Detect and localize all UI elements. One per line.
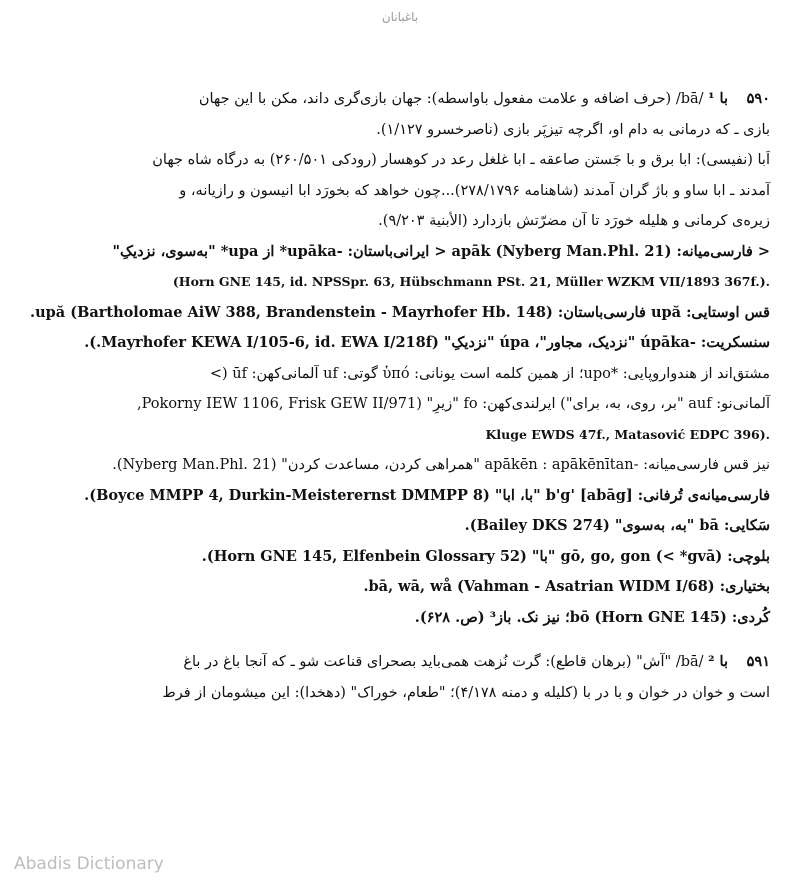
transcription: /bā/: [675, 654, 704, 670]
entry-text-line: (حرف اضافه و علامت مفعول باواسطه): جهان بازی‌گری داند، مکن با این جهان: [198, 91, 672, 107]
etymology-line: سنسکریت: -úpāka "نزدیک، مجاور"، úpa "نزدیکِ" (Mayrhofer KEWA I/105-6, id. EWA I/218f.).: [84, 334, 770, 351]
entry-number: ۵۹۰: [746, 90, 770, 107]
headword: با ¹: [708, 90, 729, 107]
entry-text-line: آمدند ـ ابا ساو و باژ گران آمدند (شاهنامه ۲۷۸/۱۷۹۶)...چون خواهد که بخورَد ابا انیسون و رازیانه، و: [179, 182, 770, 199]
etymology-line: آلمانی‌نو: auf "بر، روی، به، برای") ایرلندی‌کهن: fo "زیرِ" (Pokorny IEW 1106, Frisk GEW II/971,: [137, 396, 770, 412]
entry-text-line: اَبا (نفیسی): ابا برق و با جَستن صاعقه ـ ابا غلغل رعد در کوهسار (رودکی ۲۶۰/۵۰۱) به درگاه شاه جهان: [152, 152, 770, 168]
reference-line: (Horn GNE 145, id. NPSSpr. 63, Hübschmann PSt. 21, Müller WZKM VII/1893 367f.).: [172, 274, 770, 289]
etymology-line: بختیاری: bā, wā, wå (Vahman - Asatrian WIDM I/68).: [363, 578, 770, 595]
entry-number: ۵۹۱: [746, 653, 770, 670]
dictionary-page: [30, 84, 770, 708]
headword: با ²: [708, 653, 729, 670]
entry-text-line: بازی ـ که درمانی به دام او، اگرچه تیزپَر بازی (ناصرخسرو ۱/۱۲۷).: [376, 121, 770, 138]
etymology-line: < فارسی‌میانه: apāk (Nyberg Man.Phl. 21) < ایرانی‌باستان: -upāka* از upa* "به‌سوی، نزدیکِ": [112, 242, 770, 260]
reference-line: Kluge EWDS 47f., Matasović EDPC 396).: [485, 426, 770, 442]
etymology-line: سَکایی: bā "به، به‌سوی" (Bailey DKS 274).: [464, 517, 770, 534]
entry-text-line: "آش" (برهان قاطع): گرت نُزهت همی‌باید بصحرای قناعت شو ـ که آنجا باغ در باغ: [183, 654, 672, 670]
watermark: Abadis Dictionary: [14, 854, 164, 874]
etymology-line: کُردی: bō (Horn GNE 145)؛ نیز نک. باز³ (ص. ۶۲۸).: [414, 608, 770, 626]
entry-text-line: است و خوان در خوان و با در با (کلیله و دمنه ۴/۱۷۸)؛ "طعام، خوراک" (دهخدا): این میشومان از فرط: [162, 684, 770, 701]
etymology-line: نیز قس فارسی‌میانه: -apākēn : apākēnītan "همراهی کردن، مساعدت کردن" (Nyberg Man.Phl. 21).: [112, 457, 770, 473]
entry-headline: [40, 84, 770, 115]
etymology-line: بلوچی: gō, go, gon (< *gvā) "با" (Horn GNE 145, Elfenbein Glossary 52).: [201, 547, 770, 565]
etymology-line: فارسی‌میانه‌ی تُرفانی: b'g' [abāg] "با، ابا" (Boyce MMPP 4, Durkin-Meisterernst DMMPP 8).: [84, 486, 770, 504]
entry-text-line: زیره‌ی کرمانی و هلیله خورَد تا آن مضرّتش بازدارد (الأبنیة ۹/۲۰۳).: [378, 213, 770, 229]
entry-separator: [40, 633, 770, 647]
entry-headline: [40, 647, 770, 678]
etymology-line: قس اوستایی: upă فارسی‌باستان: upă (Bartholomae AiW 388, Brandenstein - Mayrhofer Hb. 148).: [30, 303, 770, 321]
etymology-line: مشتق‌اند از هندواروپایی: *upo؛ از همین کلمه است یونانی: ὑπό گوتی: uf آلمانی‌کهن: ūf (>: [209, 365, 770, 382]
site-label: باغبانان: [381, 10, 419, 24]
transcription: /bā/: [675, 91, 704, 107]
